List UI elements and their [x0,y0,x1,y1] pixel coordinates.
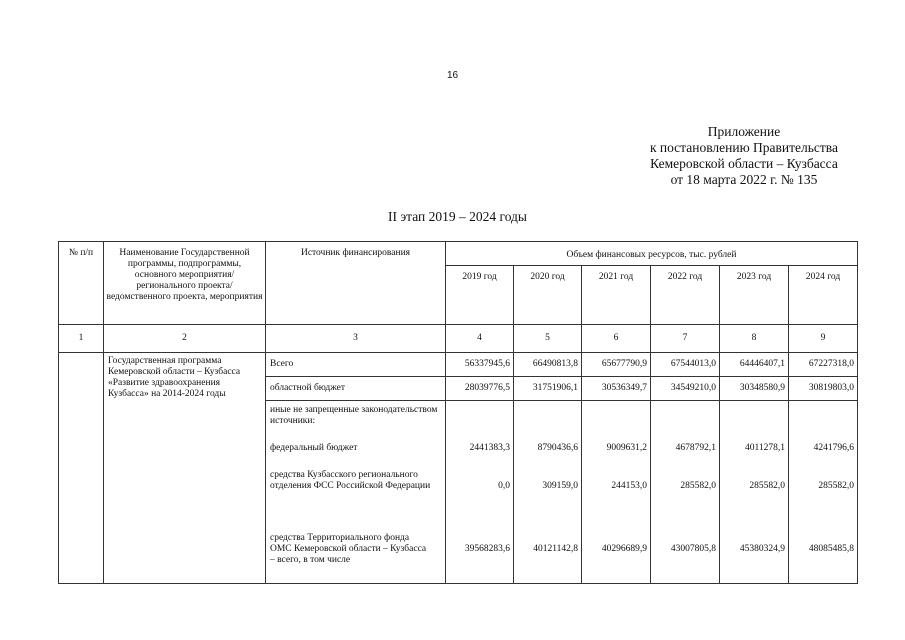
value-cell: 285582,0 [818,481,854,491]
value-cell: 244153,0 [611,481,647,491]
source-oms: средства Территориального фонда ОМС Кемеровской области – Кузбасса – всего, в том числе [270,533,427,565]
header-year: 2019 год [446,266,514,325]
table-row [59,353,858,377]
page-number: 16 [446,70,459,81]
value-cell: 4241796,6 [813,443,854,453]
header-name: Наименование Государственной программы, подпрограммы, основного мероприятия/регионального проекта/ведомственного проекта, мероприятия [104,242,266,325]
value-cell: 34549210,0 [651,377,720,401]
value-cell: 66490813,8 [514,353,582,377]
value-group [514,401,582,584]
col-number: 3 [266,325,446,353]
value-cell: 43007805,8 [670,544,716,554]
col-number: 1 [59,325,104,353]
value-cell: 0,0 [498,481,510,491]
header-year: 2021 год [582,266,651,325]
value-cell: 40296689,9 [601,544,647,554]
col-number: 4 [446,325,514,353]
source-group [266,401,446,584]
source-cell: Всего [266,353,446,377]
header-year: 2020 год [514,266,582,325]
appendix-line-2: к постановлению Правительства [649,140,838,155]
source-fss: средства Кузбасского регионального отделения ФСС Российской Федерации [270,470,431,491]
value-cell: 2441383,3 [469,443,510,453]
value-cell: 65677790,9 [582,353,651,377]
col-number: 5 [514,325,582,353]
header-source: Источник финансирования [266,242,446,325]
value-cell: 8790436,6 [537,443,578,453]
stage-title: II этап 2019 – 2024 годы [387,209,527,224]
value-cell: 309159,0 [542,481,578,491]
source-cell: областной бюджет [266,377,446,401]
finance-table [58,241,858,584]
value-cell: 285582,0 [680,481,716,491]
value-cell: 48085485,8 [808,544,854,554]
value-cell: 285582,0 [749,481,785,491]
value-cell: 39568283,6 [464,544,510,554]
value-cell: 56337945,6 [446,353,514,377]
value-group [789,401,858,584]
col-number: 6 [582,325,651,353]
col-number: 9 [789,325,858,353]
header-year: 2024 год [789,266,858,325]
value-group [582,401,651,584]
value-cell: 67227318,0 [789,353,858,377]
col-number: 7 [651,325,720,353]
col-number: 2 [104,325,266,353]
value-cell: 9009631,2 [606,443,647,453]
header-year: 2023 год [720,266,789,325]
value-cell: 67544013,0 [651,353,720,377]
appendix-line-4: от 18 марта 2022 г. № 135 [670,172,818,187]
value-group [446,401,514,584]
value-cell: 45380324,9 [739,544,785,554]
value-cell: 4011278,1 [744,443,785,453]
value-cell: 28039776,5 [446,377,514,401]
other-sources-header: иные не запрещенные законодательством источники: [270,405,438,426]
value-cell: 30536349,7 [582,377,651,401]
value-group [720,401,789,584]
appendix-block [650,124,838,188]
value-cell: 40121142,8 [533,544,578,554]
header-volume: Объем финансовых ресурсов, тыс. рублей [446,242,858,266]
value-cell: 30348580,9 [720,377,789,401]
program-name: Государственная программа Кемеровской области – Кузбасса «Развитие здравоохранения Кузбасса» на 2014-2024 годы [104,353,266,584]
value-group [651,401,720,584]
value-cell: 4678792,1 [675,443,716,453]
col-number: 8 [720,325,789,353]
appendix-line-3: Кемеровской области – Кузбасса [650,156,838,171]
source-federal: федеральный бюджет [270,443,358,453]
row-num-cell [59,353,104,584]
value-cell: 30819803,0 [789,377,858,401]
appendix-line-1: Приложение [707,124,781,139]
value-cell: 64446407,1 [720,353,789,377]
header-year: 2022 год [651,266,720,325]
header-num: № п/п [59,242,104,325]
value-cell: 31751906,1 [514,377,582,401]
